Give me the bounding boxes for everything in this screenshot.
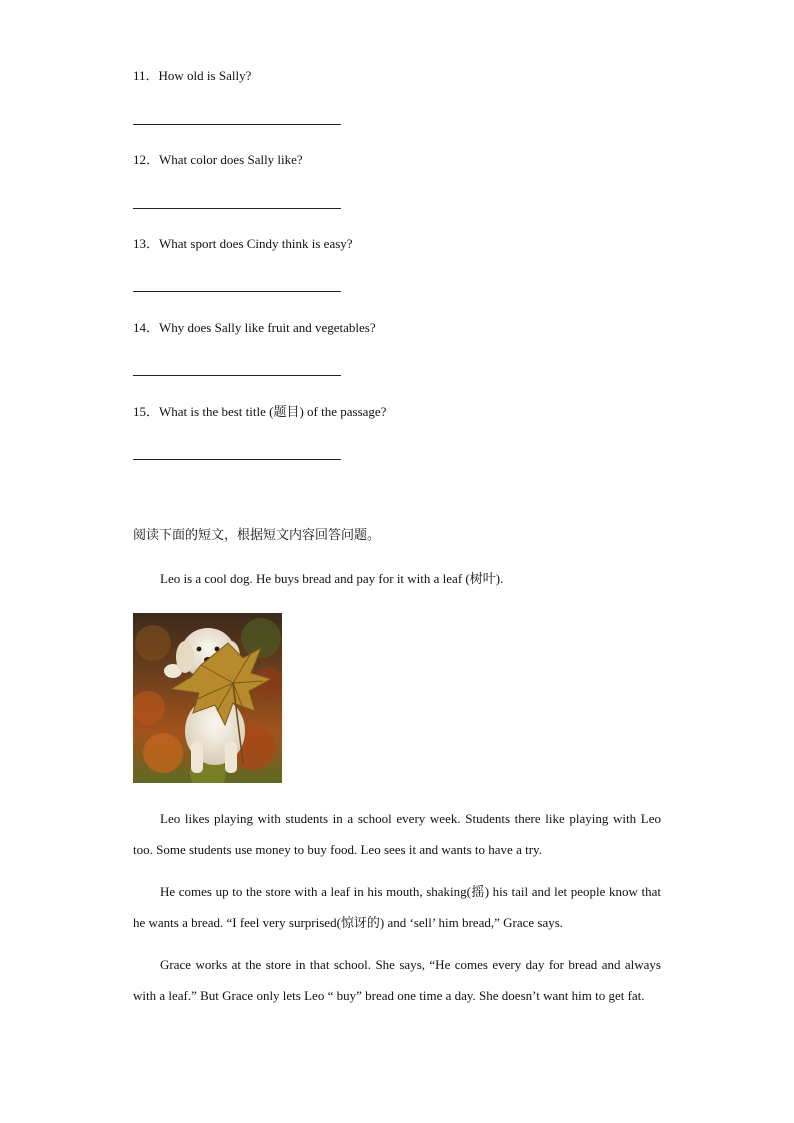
question-text: What is the best title (题目) of the passage? [159, 404, 387, 419]
question-text: What sport does Cindy think is easy? [159, 236, 353, 251]
question-13 [133, 236, 353, 252]
section-instruction: 阅读下面的短文，根据短文内容回答问题。 [133, 528, 381, 543]
question-number: 11． [133, 68, 159, 83]
question-text: How old is Sally? [158, 68, 252, 83]
passage-paragraph-3: Grace works at the store in that school. She says, “He comes every day for bread and always with a leaf.” But Grace only lets Leo “ buy” bread one time a day. She doesn’t want him to get fat. [133, 957, 661, 1003]
question-14 [133, 320, 376, 336]
photo-illustration [133, 613, 282, 783]
answer-line-14[interactable] [133, 375, 341, 376]
passage-intro: Leo is a cool dog. He buys bread and pay for it with a leaf (树叶). [160, 571, 504, 586]
question-11 [133, 68, 251, 84]
question-text: Why does Sally like fruit and vegetables? [159, 320, 376, 335]
question-15 [133, 404, 386, 420]
passage-paragraph-1: Leo likes playing with students in a school every week. Students there like playing with Leo too. Some students use money to buy food. Leo sees it and wants to have a try. [133, 811, 661, 857]
answer-line-12[interactable] [133, 208, 341, 209]
question-number: 12． [133, 152, 160, 167]
question-number: 13． [133, 236, 160, 251]
question-number: 15． [133, 404, 160, 419]
answer-line-15[interactable] [133, 459, 341, 460]
answer-line-13[interactable] [133, 291, 341, 292]
question-12 [133, 152, 303, 168]
dog-with-leaf-photo [133, 613, 282, 783]
passage-paragraph-2: He comes up to the store with a leaf in his mouth, shaking(摇) his tail and let people know that he wants a bread. “I feel very surprised(惊讶的) and ‘sell’ him bread,” Grace says. [133, 884, 661, 930]
question-number: 14． [133, 320, 160, 335]
answer-line-11[interactable] [133, 124, 341, 125]
question-text: What color does Sally like? [159, 152, 303, 167]
